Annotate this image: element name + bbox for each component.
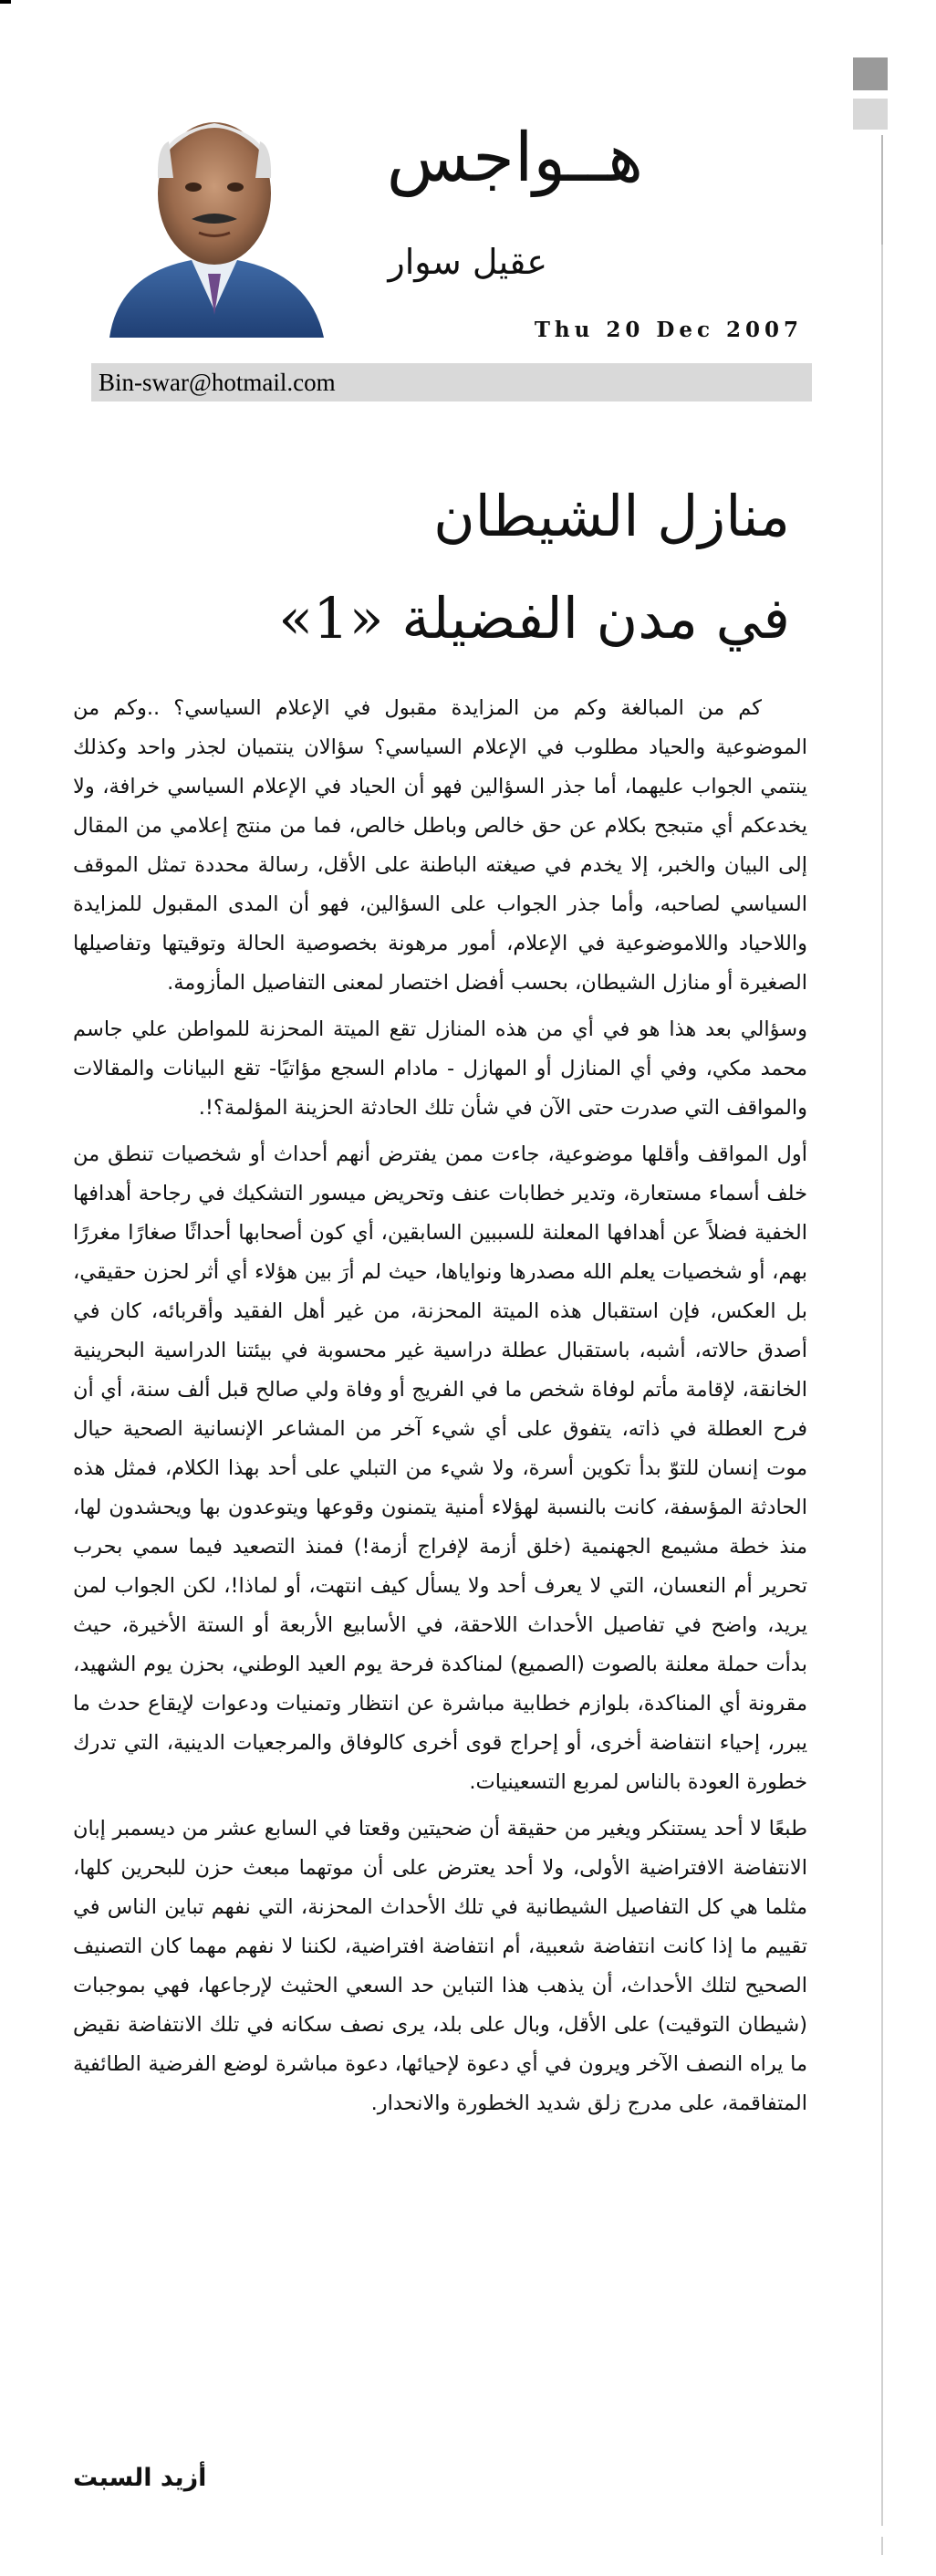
side-square-dark [853, 57, 888, 90]
column-name: هــواجس [386, 119, 643, 197]
author-name: عقيل سوار [388, 242, 547, 282]
article-body [73, 689, 807, 2131]
publish-date: Thu 20 Dec 2007 [534, 318, 803, 342]
article-headline [106, 465, 790, 670]
author-photo [91, 91, 338, 338]
headline-line-1: منازل الشيطان [433, 483, 790, 549]
corner-mark [0, 0, 11, 4]
email-bar [91, 363, 812, 402]
article-paragraph: طبعًا لا أحد يستنكر ويغير من حقيقة أن ضحيتين وقعتا في السابع عشر من ديسمبر إبان الانتفاضة الافتراضية الأولى، ولا أحد يعترض على أن موتهما مبعث حزن للبحرين كلها، مثلما هي كل التفاصيل الشيطانية في تلك الأحداث المحزنة، التي نفهم تباين الناس في تقييم ما إذا كانت انتفاضة شعبية، أم انتفاضة افتراضية، لكننا لا نفهم مهما كان التصنيف الصحيح لتلك الأحداث، أن يذهب هذا التباين حد السعي الحثيث لإرجاعها، فهي بموجبات (شيطان التوقيت) على الأقل، وبال على بلد، يرى نصف سكانه في تلك الانتفاضة نقيض ما يراه النصف الآخر ويرون في أي دعوة لإحيائها، دعوة مباشرة لوضع الفرضية الطائفية المتفاقمة، على مدرج زلق شديد الخطورة والانحدار. [73, 1817, 807, 2115]
right-rule-accent [881, 135, 883, 245]
right-rule [881, 135, 883, 2526]
author-email[interactable]: Bin-swar@hotmail.com [99, 369, 336, 396]
column-header [91, 91, 812, 411]
continued-note: أزيد السبت [73, 2464, 207, 2492]
bottom-rule [881, 2537, 883, 2555]
article-paragraph: وسؤالي بعد هذا هو في أي من هذه المنازل تقع الميتة المحزنة للمواطن علي جاسم محمد مكي، وفي أي المنازل أو المهازل - مادام السجع مؤاتيًا- تقع البيانات والمقالات والمواقف التي صدرت حتى الآن في شأن تلك الحادثة الحزينة المؤلمة؟!. [73, 1017, 807, 1120]
article-paragraph: كم من المبالغة وكم من المزايدة مقبول في الإعلام السياسي؟ ..وكم من الموضوعية والحياد مطلوب في الإعلام السياسي؟ سؤالان ينتميان لجذر واحد وكذلك ينتمي الجواب عليهما، أما جذر السؤالين فهو أن الحياد في الإعلام السياسي خرافة، ولا يخدعكم أي متبجح بكلام عن حق خالص وباطل خالص، فما من منتج إعلامي من المقال إلى البيان والخبر، إلا يخدم في صيغته الباطنة على الأقل، رسالة محددة تمثل الموقف السياسي لصاحبه، وأما جذر الجواب على السؤالين، فهو أن المدى المقبول للمزايدة واللاحياد واللاموضوعية في الإعلام، أمور مرهونة بخصوصية الحالة وتوقيتها وتفاصيلها الصغيرة أو منازل الشيطان، بحسب أفضل اختصار لمعنى التفاصيل المأزومة. [73, 696, 807, 995]
side-square-light [853, 99, 888, 130]
article-paragraph: أول المواقف وأقلها موضوعية، جاءت ممن يفترض أنهم أحداث أو شخصيات تنطق من خلف أسماء مستعارة، وتدير خطابات عنف وتحريض ميسور التشكيك في رجاحة أهدافها الخفية فضلاً عن أهدافها المعلنة للسببين السابقين، أي كون أصحابها أحداثًا صغارًا مغررًا بهم، أو شخصيات يعلم الله مصدرها ونواياها، حيث لم أرَ بين هؤلاء أي أثر لحزن حقيقي، بل العكس، فإن استقبال هذه الميتة المحزنة، من غير أهل الفقيد وأقربائه، كان في أصدق حالاته، أشبه، باستقبال عطلة دراسية غير محسوبة في بيئتنا الدراسية البحرينية الخانقة، لإقامة مأتم لوفاة شخص ما في الفريج أو وفاة ولي صالح قبل ألف سنة، أي أن فرح العطلة في ذاته، يتفوق على أي شيء آخر من المشاعر الإنسانية الصحية حيال موت إنسان للتوّ بدأ تكوين أسرة، ولا شيء من التبلي على أحد بهذا الكلام، فمثل هذه الحادثة المؤسفة، كانت بالنسبة لهؤلاء أمنية يتمنون وقوعها ويتوعدون بها ويحشدون لها، منذ خطة مشيمع الجهنمية (خلق أزمة لإفراج أزمة!) فمنذ التصعيد فيما سمي بحرب تحرير أم النعسان، التي لا يعرف أحد ولا يسأل كيف انتهت، أو لماذا!، لكن الجواب لمن يريد، واضح في تفاصيل الأحداث اللاحقة، في الأسابيع الأربعة أو الستة الأخيرة، حيث بدأت حملة معلنة بالصوت (الصميع) لمناكدة فرحة يوم العيد الوطني، بحزن يوم الشهيد، مقرونة أي المناكدة، بلوازم خطابية مباشرة عن انتظار وتمنيات ودعوات لإيقاع حدث ما يبرر، إحياء انتفاضة أخرى، أو إحراج قوى أخرى كالوفاق والمرجعيات الدينية، التي تدرك خطورة العودة بالناس لمربع التسعينيات. [73, 1142, 807, 1794]
headline-line-2: في مدن الفضيلة «1» [278, 585, 790, 652]
